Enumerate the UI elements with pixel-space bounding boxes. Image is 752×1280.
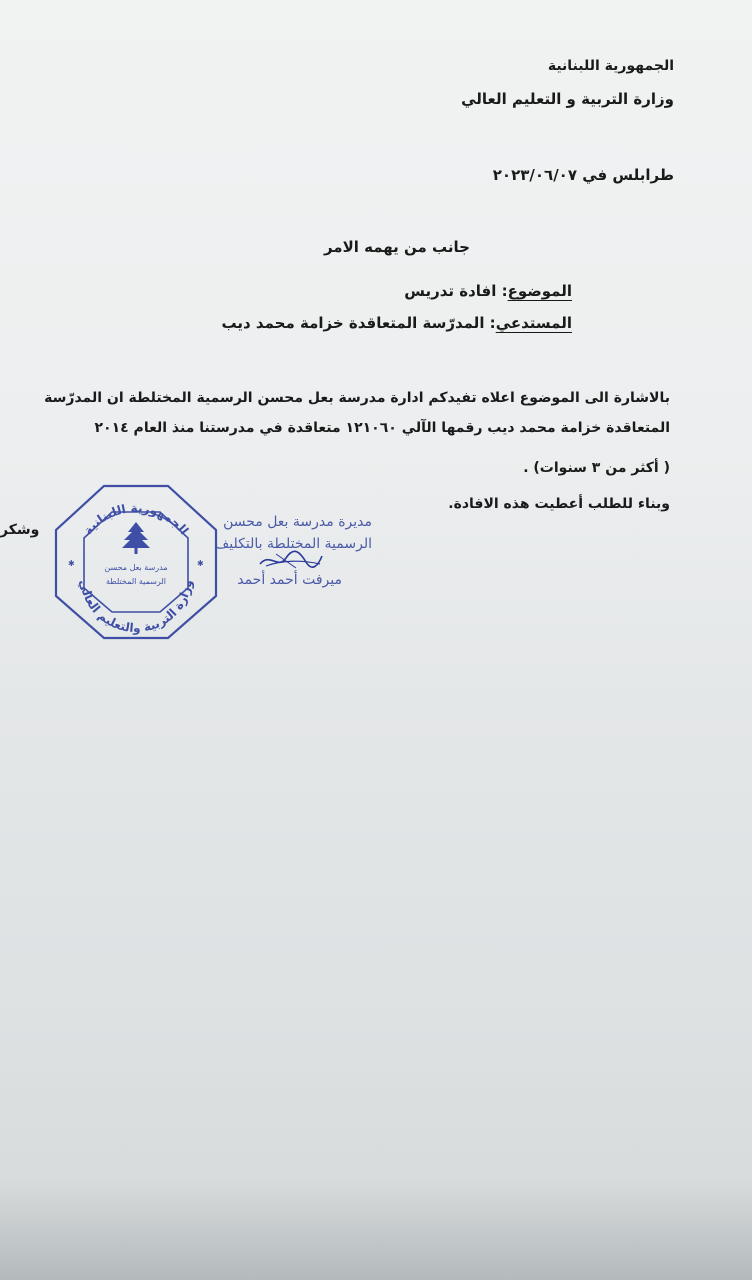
signature-title-2: الرسمية المختلطة بالتكليف [214,536,372,552]
paper-shadow [0,1180,752,1280]
body-line-1: بالاشارة الى الموضوع اعلاه تفيدكم ادارة مدرسة بعل محسن الرسمية المختلطة ان المدرّسة [44,390,670,406]
requester-label: المستدعي [495,314,572,332]
handwritten-signature [256,548,326,572]
body-line-2: المتعاقدة خزامة محمد ديب رقمها الآلي ١٢١٠٦٠ متعاقدة في مدرستنا منذ العام ٢٠١٤ [94,420,670,436]
stamp-inner-line-1: مدرسة بعل محسن [104,563,168,572]
official-stamp [52,484,220,640]
addressee: جانب من يهمه الامر [323,238,470,256]
stamp-star-right-icon: ✱ [197,559,204,568]
signature-name: ميرفت أحمد أحمد [237,572,342,588]
date-line: طرابلس في ٢٠٢٣/٠٦/٠٧ [492,166,674,184]
closing-text: وشكر [0,522,40,538]
subject-value: : افادة تدريس [404,282,508,300]
stamp-star-left-icon: ✱ [68,559,75,568]
subject-label: الموضوع [507,282,572,300]
body-line-3: ( أكثر من ٣ سنوات) . [523,460,670,476]
cedar-emblem-icon [122,522,150,554]
header-ministry: وزارة التربية و التعليم العالي [461,90,674,108]
requester-line [222,314,573,332]
stamp-outer-bottom: وزارة التربية والتعليم العالي [76,578,195,636]
header-republic: الجمهورية اللبنانية [547,58,674,74]
signature-title-1: مديرة مدرسة بعل محسن [223,514,372,530]
body-line-4: وبناء للطلب أعطيت هذه الافادة. [448,496,670,512]
stamp-outer-top: الجمهورية اللبنانية [80,500,192,538]
requester-value: : المدرّسة المتعاقدة خزامة محمد ديب [221,314,496,332]
stamp-inner-line-2: الرسمية المختلطة [105,577,167,586]
subject-line [404,282,572,300]
svg-text:وزارة التربية والتعليم العالي [77,579,196,636]
